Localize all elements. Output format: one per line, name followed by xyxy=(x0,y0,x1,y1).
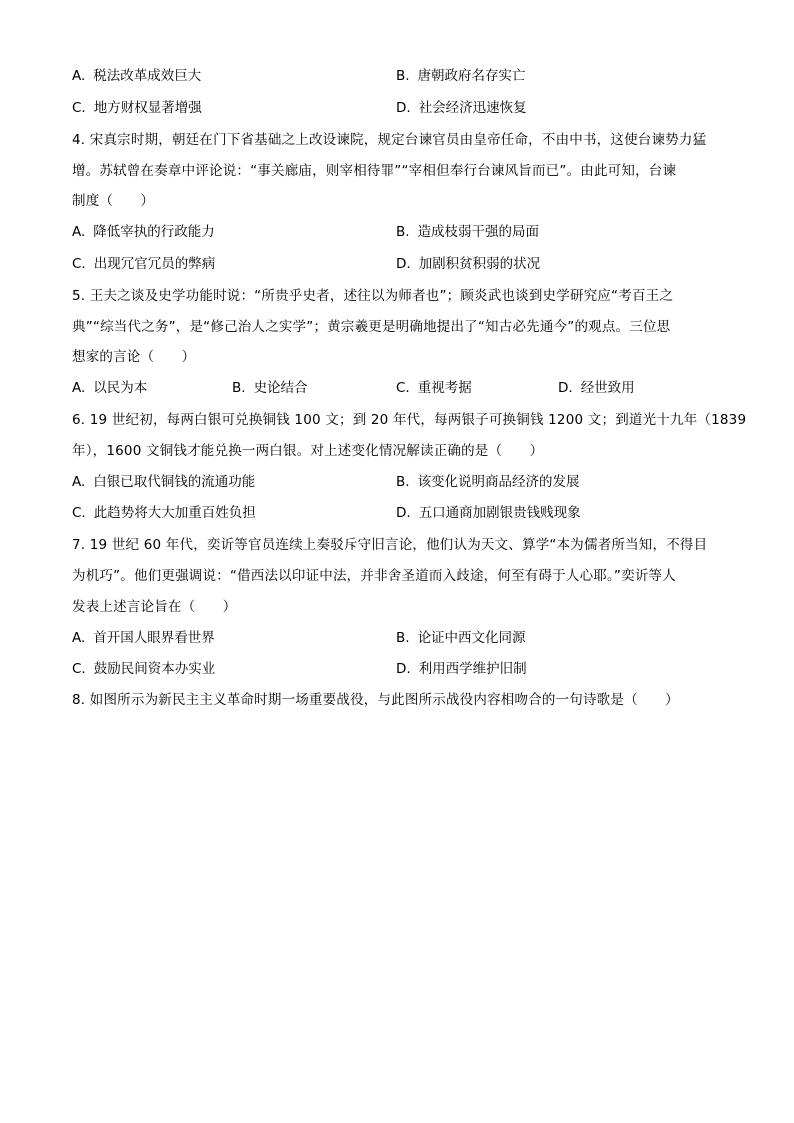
option-text: 利用西学维护旧制 xyxy=(418,661,527,677)
option-letter: B. xyxy=(396,474,410,490)
q7-stem-line-2: 为机巧”。他们更强调说：“借西法以印证中法，并非舍圣道而入歧途，何至有碍于人心耶。”奕䜣等人 xyxy=(72,568,676,584)
q7-options-row-1 xyxy=(72,628,724,648)
option-letter: A. xyxy=(72,474,86,490)
q5-stem-line-3: 想家的言论（ ） xyxy=(72,349,196,365)
option-letter: C. xyxy=(396,380,410,396)
option-letter: B. xyxy=(396,630,410,646)
q4-options-row-1 xyxy=(72,222,724,242)
q6-options-row-1 xyxy=(72,472,724,492)
option-text: 降低宰执的行政能力 xyxy=(93,224,215,240)
q4-stem-line-1: 4. 宋真宗时期，朝廷在门下省基础之上改设谏院，规定台谏官员由皇帝任命，不由中书，这使台谏势力猛 xyxy=(72,132,707,148)
q7-options-row-2 xyxy=(72,659,724,679)
option-text: 重视考据 xyxy=(417,380,472,396)
option-letter: C. xyxy=(72,256,86,272)
q5-options-row xyxy=(72,378,724,398)
option-text: 税法改革成效巨大 xyxy=(93,68,202,84)
option-letter: D. xyxy=(396,505,411,521)
option-letter: C. xyxy=(72,661,86,677)
q4-stem-line-3: 制度（ ） xyxy=(72,193,155,209)
q7-option-b[interactable] xyxy=(396,628,526,648)
q6-option-d[interactable] xyxy=(396,503,581,523)
option-text: 五口通商加剧银贵钱贱现象 xyxy=(418,505,581,521)
q6-option-c[interactable] xyxy=(72,503,256,523)
q3-options-row-2 xyxy=(72,98,724,118)
q6-options-row-2 xyxy=(72,503,724,523)
q5-stem-line-1: 5. 王夫之谈及史学功能时说：“所贵乎史者，述往以为师者也”；顾炎武也谈到史学研究应“考百王之 xyxy=(72,288,674,304)
q5-option-c[interactable] xyxy=(396,378,472,398)
q7-option-a[interactable] xyxy=(72,628,215,648)
q6-stem-line-1: 6. 19 世纪初，每两白银可兑换铜钱 100 文；到 20 年代，每两银子可换铜钱 1200 文；到道光十九年（1839 xyxy=(72,412,747,428)
q4-option-c[interactable] xyxy=(72,254,215,274)
option-text: 论证中西文化同源 xyxy=(417,630,526,646)
q7-stem-line-3: 发表上述言论旨在（ ） xyxy=(72,599,237,615)
option-text: 该变化说明商品经济的发展 xyxy=(417,474,580,490)
q3-options-row-1 xyxy=(72,66,724,86)
q7-option-d[interactable] xyxy=(396,659,527,679)
option-text: 白银已取代铜钱的流通功能 xyxy=(93,474,256,490)
option-letter: D. xyxy=(558,380,573,396)
q3-option-c[interactable] xyxy=(72,98,202,118)
option-text: 鼓励民间资本办实业 xyxy=(93,661,216,677)
option-letter: A. xyxy=(72,380,86,396)
option-text: 造成枝弱干强的局面 xyxy=(417,224,540,240)
option-text: 以民为本 xyxy=(93,380,148,396)
option-text: 唐朝政府名存实亡 xyxy=(417,68,526,84)
option-letter: B. xyxy=(396,68,410,84)
option-letter: C. xyxy=(72,100,86,116)
q5-option-a[interactable] xyxy=(72,378,147,398)
option-text: 社会经济迅速恢复 xyxy=(418,100,527,116)
q4-option-a[interactable] xyxy=(72,222,215,242)
q4-option-b[interactable] xyxy=(396,222,539,242)
q5-stem-line-2: 典”“综当代之务”，是“修己治人之实学”；黄宗羲更是明确地提出了“知古必先通今”的观点。三位思 xyxy=(72,319,671,335)
option-letter: A. xyxy=(72,68,86,84)
option-letter: D. xyxy=(396,256,411,272)
q4-option-d[interactable] xyxy=(396,254,540,274)
option-text: 此趋势将大大加重百姓负担 xyxy=(93,505,256,521)
q5-option-b[interactable] xyxy=(232,378,308,398)
q4-stem-line-2: 增。苏轼曾在奏章中评论说：“事关廊庙，则宰相待罪”“宰相但奉行台谏风旨而已”。由此可知，台谏 xyxy=(72,163,677,179)
option-letter: D. xyxy=(396,100,411,116)
option-letter: B. xyxy=(232,380,246,396)
q4-options-row-2 xyxy=(72,254,724,274)
option-letter: A. xyxy=(72,224,86,240)
option-text: 首开国人眼界看世界 xyxy=(93,630,215,646)
q6-option-a[interactable] xyxy=(72,472,255,492)
option-text: 史论结合 xyxy=(253,380,308,396)
option-text: 加剧积贫积弱的状况 xyxy=(418,256,541,272)
q6-stem-line-2: 年），1600 文铜钱才能兑换一两白银。对上述变化情况解读正确的是（ ） xyxy=(72,443,544,459)
q6-option-b[interactable] xyxy=(396,472,580,492)
option-letter: A. xyxy=(72,630,86,646)
q3-option-b[interactable] xyxy=(396,66,526,86)
option-text: 出现冗官冗员的弊病 xyxy=(93,256,216,272)
q5-option-d[interactable] xyxy=(558,378,635,398)
option-text: 经世致用 xyxy=(580,380,635,396)
option-letter: B. xyxy=(396,224,410,240)
q7-option-c[interactable] xyxy=(72,659,215,679)
option-text: 地方财权显著增强 xyxy=(93,100,202,116)
option-letter: C. xyxy=(72,505,86,521)
q8-stem-line-1: 8. 如图所示为新民主主义革命时期一场重要战役，与此图所示战役内容相吻合的一句诗歌是（ ） xyxy=(72,692,679,708)
option-letter: D. xyxy=(396,661,411,677)
q3-option-d[interactable] xyxy=(396,98,527,118)
q3-option-a[interactable] xyxy=(72,66,201,86)
q7-stem-line-1: 7. 19 世纪 60 年代，奕䜣等官员连续上奏驳斥守旧言论，他们认为天文、算学“本为儒者所当知，不得目 xyxy=(72,537,708,553)
